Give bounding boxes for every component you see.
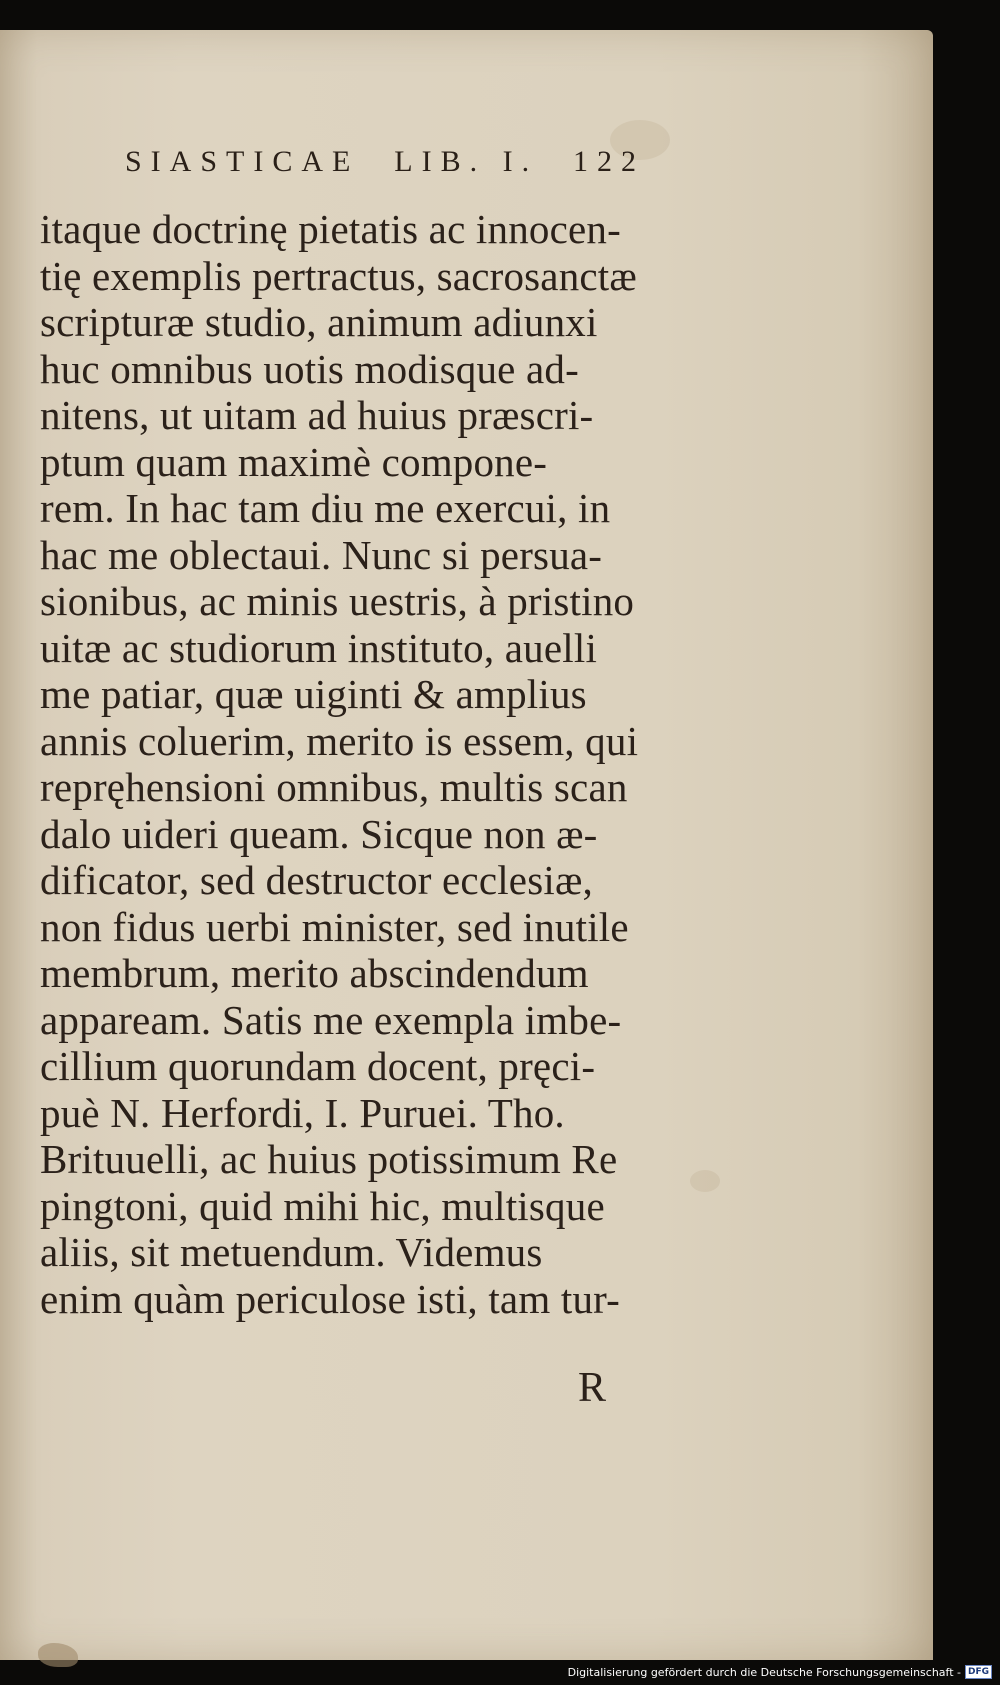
dfg-logo-icon: DFG bbox=[965, 1665, 992, 1679]
text-line: me patiar, quæ uiginti & amplius bbox=[40, 671, 587, 717]
funding-credit: Digitalisierung gefördert durch die Deutsche Forschungsgemeinschaft - bbox=[567, 1665, 961, 1679]
text-line: nitens, ut uitam ad huius præscri- bbox=[40, 392, 594, 438]
text-line: pingtoni, quid mihi hic, multisque bbox=[40, 1182, 605, 1229]
running-head-book: LIB. I. bbox=[394, 145, 539, 178]
text-line: scripturæ studio, animum adiunxi bbox=[40, 299, 598, 345]
digitization-footer bbox=[568, 1665, 992, 1679]
text-line: repręhensioni omnibus, multis scan bbox=[40, 764, 628, 810]
text-line: itaque doctrinę pietatis ac innocen- bbox=[40, 206, 621, 252]
folio-number: 122 bbox=[572, 145, 645, 178]
text-line: puè N. Herfordi, I. Puruei. Tho. bbox=[40, 1089, 565, 1136]
body-text bbox=[40, 206, 680, 1322]
text-line: huc omnibus uotis modisque ad- bbox=[40, 345, 579, 392]
text-line: tię exemplis pertractus, sacrosanctæ bbox=[40, 252, 637, 299]
paper-stain bbox=[690, 1170, 720, 1192]
book-page bbox=[0, 30, 933, 1660]
text-line: aliis, sit metuendum. Videmus bbox=[40, 1229, 543, 1275]
text-line: rem. In hac tam diu me exercui, in bbox=[40, 485, 611, 531]
text-line: appaream. Satis me exempla imbe- bbox=[40, 996, 622, 1043]
text-line: hac me oblectaui. Nunc si persua- bbox=[40, 531, 603, 578]
text-line: annis coluerim, merito is essem, qui bbox=[40, 717, 639, 764]
text-line: enim quàm periculose isti, tam tur- bbox=[40, 1275, 621, 1322]
text-line: uitæ ac studiorum instituto, auelli bbox=[40, 624, 598, 671]
text-line: dificator, sed destructor ecclesiæ, bbox=[40, 857, 593, 903]
text-line: membrum, merito abscindendum bbox=[40, 950, 589, 996]
running-head-title: SIASTICAE bbox=[125, 145, 360, 178]
catchword: R bbox=[578, 1365, 607, 1411]
text-line: ptum quam maximè compone- bbox=[40, 438, 548, 485]
text-line: sionibus, ac minis uestris, à pristino bbox=[40, 578, 635, 624]
text-line: Brituuelli, ac huius potissimum Re bbox=[40, 1136, 618, 1182]
text-line: non fidus uerbi minister, sed inutile bbox=[40, 903, 629, 950]
running-head bbox=[125, 145, 645, 179]
text-line: dalo uideri queam. Sicque non æ- bbox=[40, 810, 598, 857]
text-line: cillium quorundam docent, pręci- bbox=[40, 1043, 596, 1089]
